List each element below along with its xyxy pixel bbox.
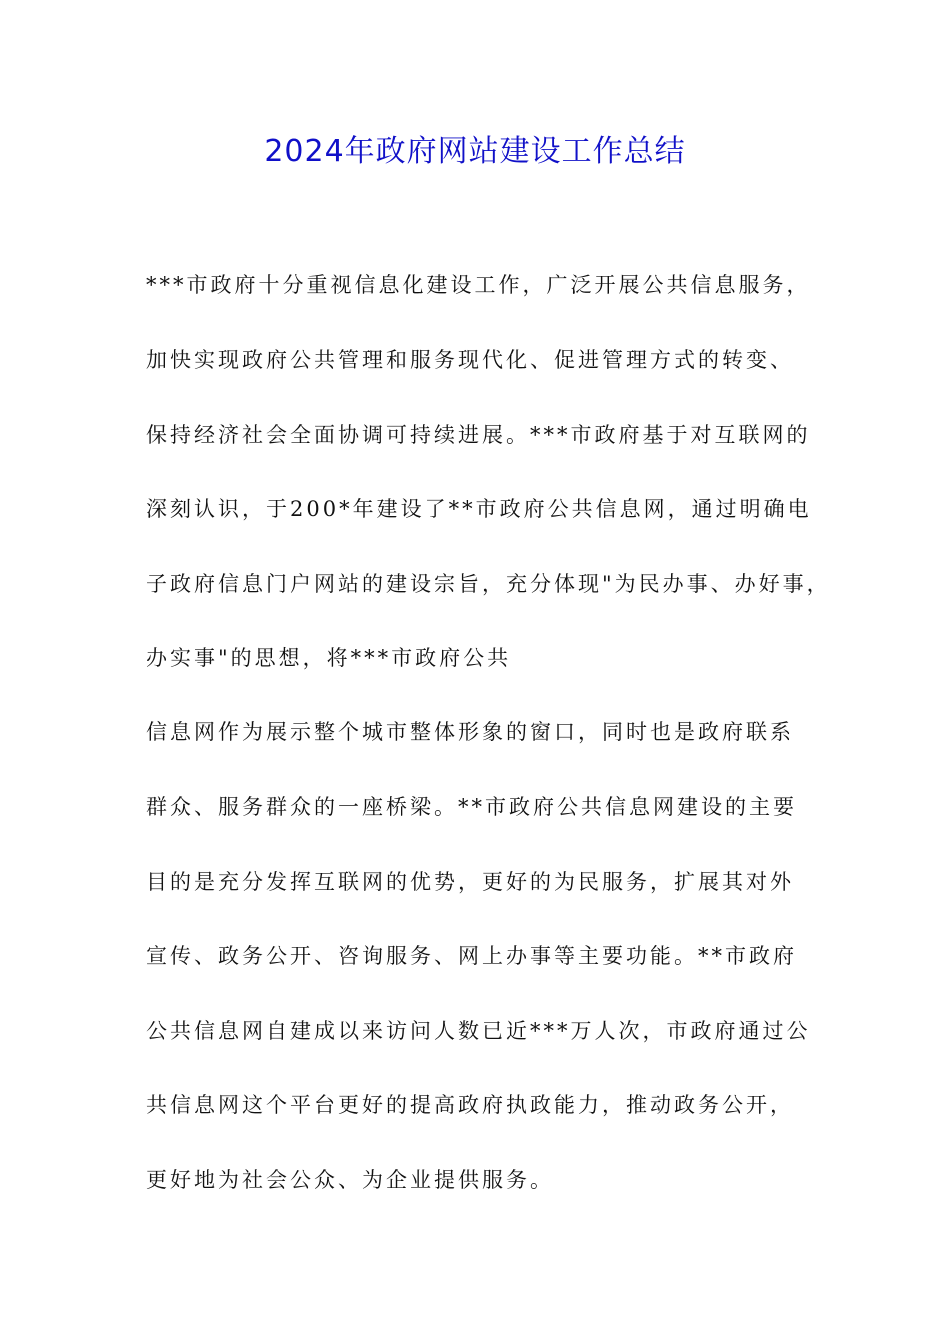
paragraph-line: 加快实现政府公共管理和服务现代化、促进管理方式的转变、 <box>146 348 794 372</box>
paragraph-line: 公共信息网自建成以来访问人数已近***万人次，市政府通过公 <box>146 1019 811 1043</box>
paragraph-line: ***市政府十分重视信息化建设工作，广泛开展公共信息服务， <box>146 273 811 297</box>
paragraph-line: 深刻认识，于200*年建设了**市政府公共信息网，通过明确电 <box>146 497 812 521</box>
paragraph-line: 信息网作为展示整个城市整体形象的窗口，同时也是政府联系 <box>146 720 794 744</box>
paragraph-line: 更好地为社会公众、为企业提供服务。 <box>146 1168 554 1192</box>
document-title: 2024年政府网站建设工作总结 <box>264 134 686 169</box>
paragraph-line: 子政府信息门户网站的建设宗旨，充分体现"为民办事、办好事， <box>146 572 831 596</box>
paragraph-line: 群众、服务群众的一座桥梁。**市政府公共信息网建设的主要 <box>146 795 797 819</box>
paragraph-line: 共信息网这个平台更好的提高政府执政能力，推动政务公开， <box>146 1093 794 1117</box>
paragraph-line: 保持经济社会全面协调可持续进展。***市政府基于对互联网的 <box>146 423 811 447</box>
paragraph-line: 宣传、政务公开、咨询服务、网上办事等主要功能。**市政府 <box>146 944 797 968</box>
paragraph-line: 办实事"的思想，将***市政府公共 <box>146 646 512 670</box>
paragraph-line: 目的是充分发挥互联网的优势，更好的为民服务，扩展其对外 <box>146 870 794 894</box>
